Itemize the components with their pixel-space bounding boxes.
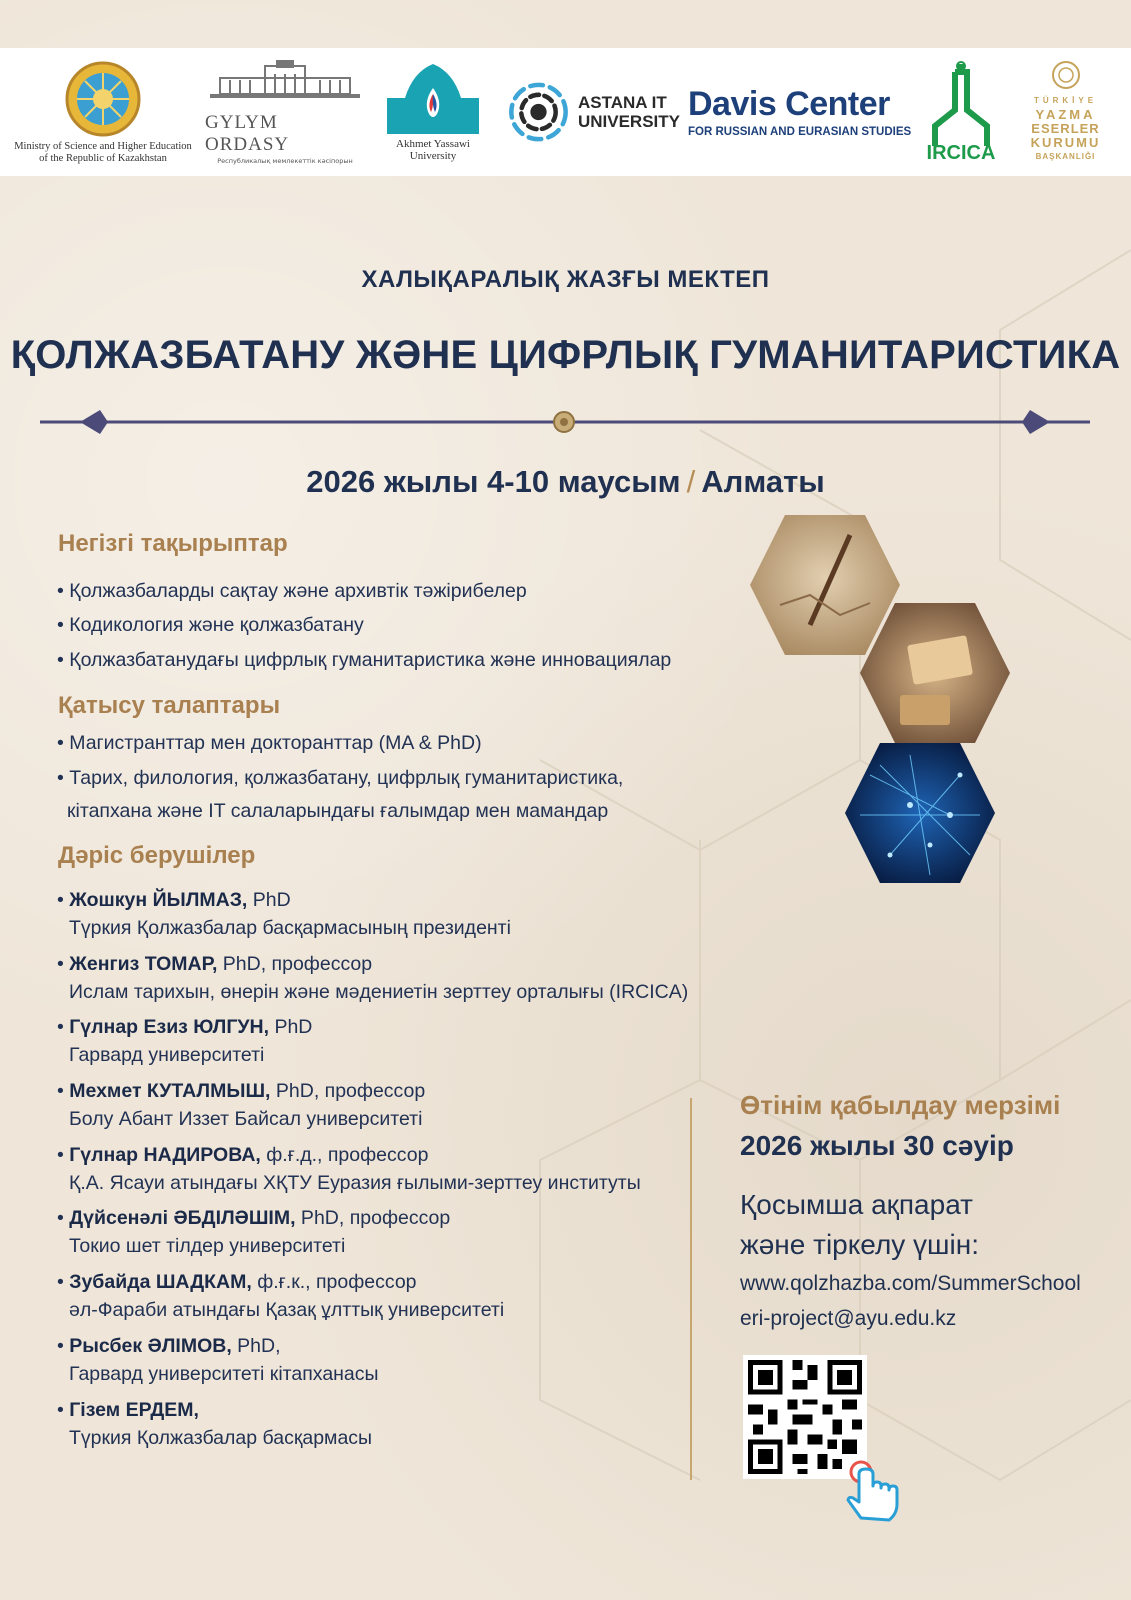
speaker-affiliation: Түркия Қолжазбалар басқармасы	[69, 1427, 373, 1449]
speaker-entry: • Гүлнар НАДИРОВА, ф.ғ.д., профессор Қ.А. Ясауи атындағы ХҚТУ Еуразия ғылыми-зерттеу институты	[57, 1141, 641, 1197]
event-date: 2026 жылы 4-10 маусым	[306, 464, 681, 499]
speaker-entry: • Мехмет КУТАЛМЫШ, PhD, профессор Болу Абант Иззет Байсал университеті	[57, 1077, 425, 1133]
event-kicker: ХАЛЫҚАРАЛЫҚ ЖАЗҒЫ МЕКТЕП	[361, 266, 770, 293]
astana-it-logo	[505, 48, 680, 176]
info-line2: және тіркелу үшін:	[740, 1229, 979, 1260]
date-separator: /	[686, 464, 696, 499]
yassawi-caption-line1: Akhmet Yassawi	[396, 138, 470, 150]
speaker-name: Дүйсенәлі ӘБДІЛӘШІМ,	[69, 1207, 296, 1229]
speaker-affiliation: Ислам тарихын, өнерін және мәдениетін зерттеу орталығы (IRCICA)	[69, 981, 689, 1003]
speakers-heading: Дәріс берушілер	[58, 842, 256, 869]
email-link[interactable]: eri-project@ayu.edu.kz	[740, 1307, 957, 1330]
deadline-label: Өтінім қабылдау мерзімі	[740, 1090, 1061, 1120]
speaker-degree: PhD, профессор	[270, 1080, 426, 1102]
ircica-logo	[922, 48, 1000, 176]
tyek-line4: KURUMU	[1030, 135, 1101, 150]
speaker-entry: • Гізем ЕРДЕМ, Түркия Қолжазбалар басқармасы	[57, 1396, 372, 1452]
topic-item: • Қолжазбатанудағы цифрлық гуманитаристика және инновациялар	[57, 649, 672, 671]
speaker-entry: • Рысбек ӘЛІМОВ, PhD, Гарвард университеті кітапханасы	[57, 1332, 379, 1388]
ornamental-divider	[30, 402, 1100, 442]
speaker-entry: • Дүйсенәлі ӘБДІЛӘШІМ, PhD, профессор Токио шет тілдер университеті	[57, 1204, 450, 1260]
speaker-degree: ф.ғ.к., профессор	[251, 1271, 417, 1293]
astana-line2: UNIVERSITY	[577, 112, 680, 131]
yassawi-logo	[378, 48, 488, 176]
speaker-affiliation: әл-Фараби атындағы Қазақ ұлттық университеті	[69, 1299, 505, 1321]
speaker-name: Гізем ЕРДЕМ,	[69, 1399, 199, 1421]
speaker-entry: • Зубайда ШАДКАМ, ф.ғ.к., профессор әл-Фараби атындағы Қазақ ұлттық университеті	[57, 1268, 504, 1324]
speaker-affiliation: Токио шет тілдер университеті	[69, 1235, 346, 1257]
speaker-name: Жошкун ЙЫЛМАЗ,	[69, 889, 248, 911]
speaker-degree: PhD, профессор	[295, 1207, 451, 1229]
event-title: ҚОЛЖАЗБАТАНУ ЖӘНЕ ЦИФРЛЫҚ ГУМАНИТАРИСТИКА	[10, 333, 1121, 377]
topics-heading: Негізгі тақырыптар	[58, 530, 288, 557]
network-graphic-icon	[845, 743, 995, 883]
ircica-label: IRCICA	[926, 141, 996, 164]
speaker-name: Рысбек ӘЛІМОВ,	[69, 1335, 232, 1357]
speaker-name: Мехмет КУТАЛМЫШ,	[69, 1080, 271, 1102]
yassawi-caption-line2: University	[409, 150, 457, 162]
website-link[interactable]: www.qolzhazba.com/SummerSchool	[740, 1272, 1081, 1295]
speaker-name: Гүлнар Езиз ЮЛГУН,	[69, 1016, 270, 1038]
kazakhstan-emblem-icon	[63, 59, 143, 139]
event-dateline	[0, 464, 1131, 500]
requirement-item: • Тарих, филология, қолжазбатану, цифрлық гуманитаристика,	[57, 767, 624, 789]
book-handling-photo-icon	[860, 603, 1010, 743]
tyek-logo	[1008, 48, 1123, 176]
column-divider	[690, 1098, 692, 1480]
info-line1: Қосымша ақпарат	[740, 1189, 973, 1220]
gylym-title: GYLYM ORDASY	[205, 111, 290, 155]
speaker-name: Женгиз ТОМАР,	[69, 953, 218, 975]
yassawi-dome-icon	[383, 62, 483, 134]
speaker-degree: PhD	[247, 889, 291, 911]
speaker-affiliation: Гарвард университеті	[69, 1044, 265, 1066]
speaker-entry: • Женгиз ТОМАР, PhD, профессор Ислам тарихын, өнерін және мәдениетін зерттеу орталығы (IRCICA)	[57, 950, 688, 1006]
ministry-caption-line1: Ministry of Science and Higher Education	[14, 141, 192, 152]
requirement-item: • Магистранттар мен докторанттар (MA & PhD)	[57, 732, 482, 754]
gylym-ordasy-logo	[205, 48, 365, 176]
gylym-subtitle: Республикалық мемлекеттік кәсіпорын	[217, 156, 353, 165]
tyek-line1: TÜRKİYE	[1033, 96, 1098, 105]
davis-sub: FOR RUSSIAN AND EURASIAN STUDIES	[688, 126, 912, 138]
tyek-line3: ESERLER	[1031, 121, 1100, 136]
tyek-seal-icon	[1051, 60, 1081, 90]
ministry-logo	[8, 48, 198, 176]
ministry-caption-line2: of the Republic of Kazakhstan	[39, 153, 167, 164]
restoration-photo-icon	[750, 515, 900, 655]
davis-center-logo	[688, 48, 913, 176]
hexagon-photo-cluster	[750, 515, 1050, 895]
speaker-degree: ф.ғ.д., профессор	[260, 1144, 429, 1166]
topic-item: • Қолжазбаларды сақтау және архивтік тәжірибелер	[57, 580, 527, 602]
astana-line1: ASTANA IT	[577, 93, 667, 112]
speaker-name: Гүлнар НАДИРОВА,	[69, 1144, 261, 1166]
speaker-name: Зубайда ШАДКАМ,	[69, 1271, 252, 1293]
speaker-entry: • Жошкун ЙЫЛМАЗ, PhD Түркия Қолжазбалар басқармасының президенті	[57, 886, 511, 942]
speaker-degree: PhD	[269, 1016, 313, 1038]
speaker-affiliation: Қ.А. Ясауи атындағы ХҚТУ Еуразия ғылыми-зерттеу институты	[69, 1172, 641, 1194]
speaker-affiliation: Гарвард университеті кітапханасы	[69, 1363, 379, 1385]
topic-item: • Кодикология және қолжазбатану	[57, 614, 364, 636]
tyek-line2: YAZMA	[1035, 107, 1096, 122]
speaker-affiliation: Түркия Қолжазбалар басқармасының президенті	[69, 917, 511, 939]
deadline-date: 2026 жылы 30 сәуір	[740, 1130, 1014, 1161]
speaker-affiliation: Болу Абант Иззет Байсал университеті	[69, 1108, 423, 1130]
astana-it-circle-icon	[505, 75, 572, 149]
requirements-heading: Қатысу талаптары	[58, 692, 281, 719]
speaker-entry: • Гүлнар Езиз ЮЛГУН, PhD Гарвард университеті	[57, 1013, 312, 1069]
davis-main: Davis Center	[688, 85, 890, 123]
speaker-degree: PhD,	[231, 1335, 281, 1357]
requirement-item-continued: кітапхана және IT салаларындағы ғалымдар мен мамандар	[67, 800, 609, 822]
pointer-hand-icon	[845, 1458, 909, 1528]
partner-logos-band	[0, 48, 1131, 176]
ircica-minaret-icon	[931, 60, 991, 146]
speaker-degree: PhD, профессор	[217, 953, 373, 975]
info-text	[740, 1185, 979, 1265]
tyek-line5: BAŞKANLIĞI	[1035, 152, 1096, 161]
building-icon	[210, 60, 360, 108]
event-city: Алматы	[701, 464, 825, 499]
